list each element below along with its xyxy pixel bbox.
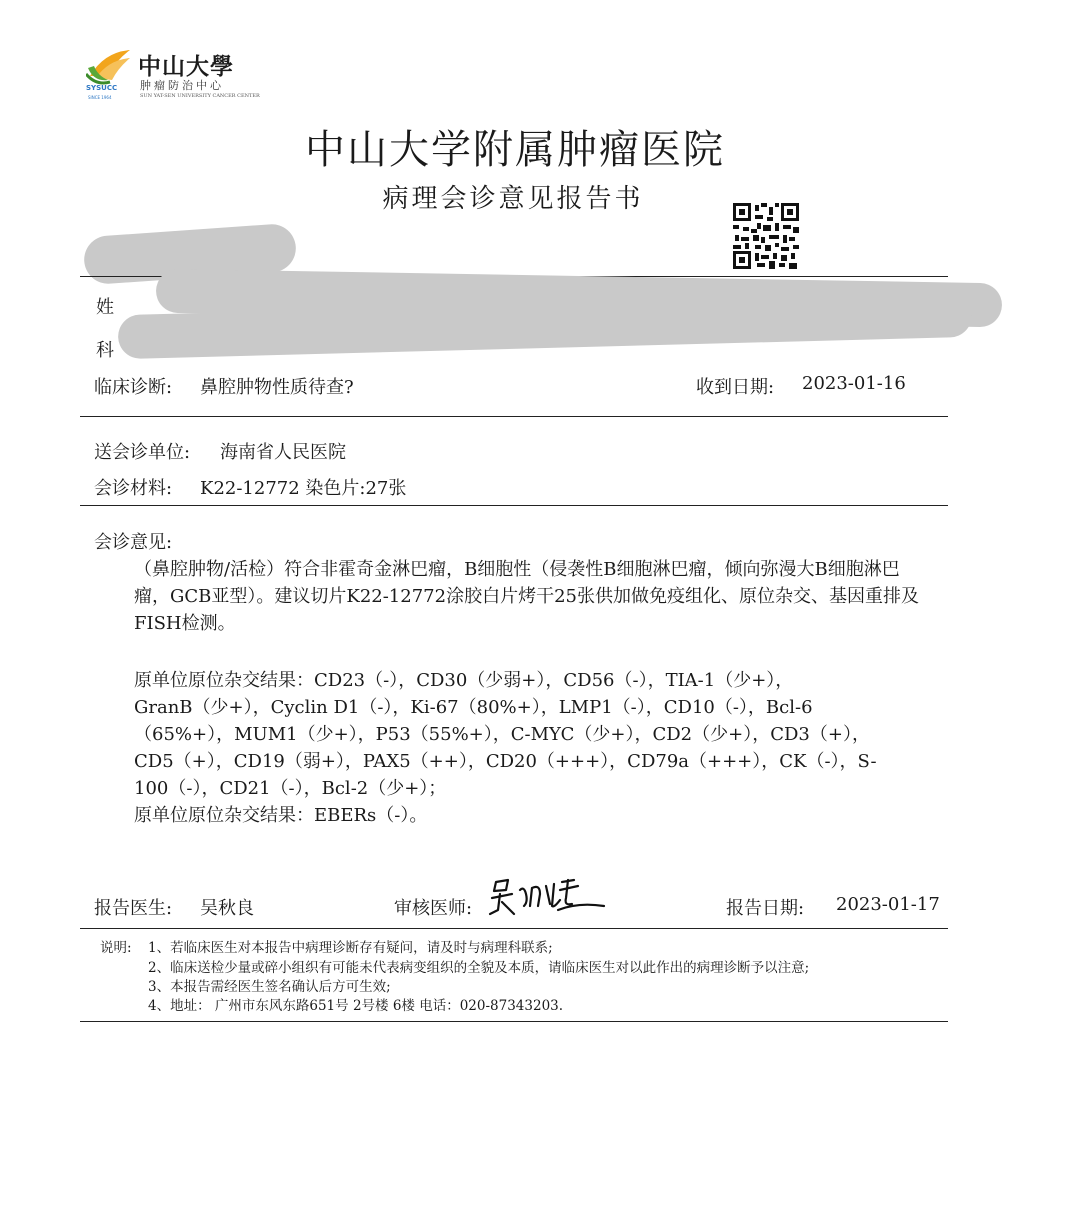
qr-code-icon	[733, 203, 799, 269]
note-item: 2、临床送检少量或碎小组织有可能未代表病变组织的全貌及本质，请临床医生对以此作出的病理诊断予以注意;	[148, 960, 810, 976]
reviewer-signature	[488, 876, 606, 920]
logo-subtitle: 肿瘤防治中心	[140, 79, 224, 92]
ihc-line: 原单位原位杂交结果：CD23（-），CD30（少弱+），CD56（-），TIA-1（少+），	[134, 670, 794, 691]
report-date-label: 报告日期:	[726, 898, 805, 919]
logo-title: 中山大學	[138, 53, 234, 80]
logo-since: SINCE 1964	[88, 95, 112, 100]
name-label: 姓	[96, 297, 114, 318]
report-doctor-value: 吴秋良	[200, 898, 254, 919]
dept-label: 科	[96, 340, 114, 361]
consult-unit-value: 海南省人民医院	[220, 442, 346, 463]
note-item: 1、若临床医生对本报告中病理诊断存有疑问，请及时与病理科联系;	[148, 940, 553, 956]
diagnosis-value: 鼻腔肿物性质待查?	[200, 377, 354, 398]
received-date-value: 2023-01-16	[802, 373, 906, 394]
ihc-line: （65%+），MUM1（少+），P53（55%+），C-MYC（少+），CD2（少+），CD3（+），	[134, 724, 870, 745]
eber-line: 原单位原位杂交结果：EBERs（-）。	[134, 805, 428, 826]
notes-label: 说明:	[100, 940, 132, 956]
logo-brand: SYSUCC	[86, 84, 118, 92]
hospital-name: 中山大学附属肿瘤医院	[305, 127, 725, 173]
divider-line	[80, 416, 948, 417]
report-title: 病理会诊意见报告书	[382, 184, 644, 214]
report-doctor-label: 报告医生:	[94, 898, 173, 919]
sysucc-logo-icon	[86, 46, 134, 102]
hospital-logo	[86, 46, 260, 104]
logo-english: SUN YAT-SEN UNIVERSITY CANCER CENTER	[140, 93, 260, 99]
opinion-paragraph: （鼻腔肿物/活检）符合非霍奇金淋巴瘤，B细胞性（侵袭性B细胞淋巴瘤，倾向弥漫大B细胞淋巴瘤，GCB亚型）。建议切片K22-12772涂胶白片烤干25张供加做免疫组化、原位杂交、基因重排及FISH检测。	[134, 559, 919, 634]
ihc-line: CD5（+），CD19（弱+），PAX5（++），CD20（+++），CD79a（+++），CK（-），S-	[134, 751, 877, 772]
divider-line	[80, 1021, 948, 1022]
received-date-label: 收到日期:	[696, 377, 775, 398]
consult-material-label: 会诊材料:	[94, 478, 173, 499]
reviewer-label: 审核医师:	[394, 898, 473, 919]
divider-line	[80, 505, 948, 506]
ihc-line: 100（-），CD21（-），Bcl-2（少+）；	[134, 778, 447, 799]
consult-material-value: K22-12772 染色片:27张	[200, 478, 407, 499]
diagnosis-label: 临床诊断:	[94, 377, 173, 398]
note-item: 3、本报告需经医生签名确认后方可生效;	[148, 979, 391, 995]
note-item: 4、地址： 广州市东风东路651号 2号楼 6楼 电话：020-87343203.	[148, 998, 564, 1014]
opinion-heading: 会诊意见:	[94, 532, 173, 553]
consult-unit-label: 送会诊单位:	[94, 442, 191, 463]
divider-line	[80, 928, 948, 929]
report-date-value: 2023-01-17	[836, 894, 940, 915]
ihc-line: GranB（少+），Cyclin D1（-），Ki-67（80%+），LMP1（-），CD10（-），Bcl-6	[134, 697, 813, 718]
